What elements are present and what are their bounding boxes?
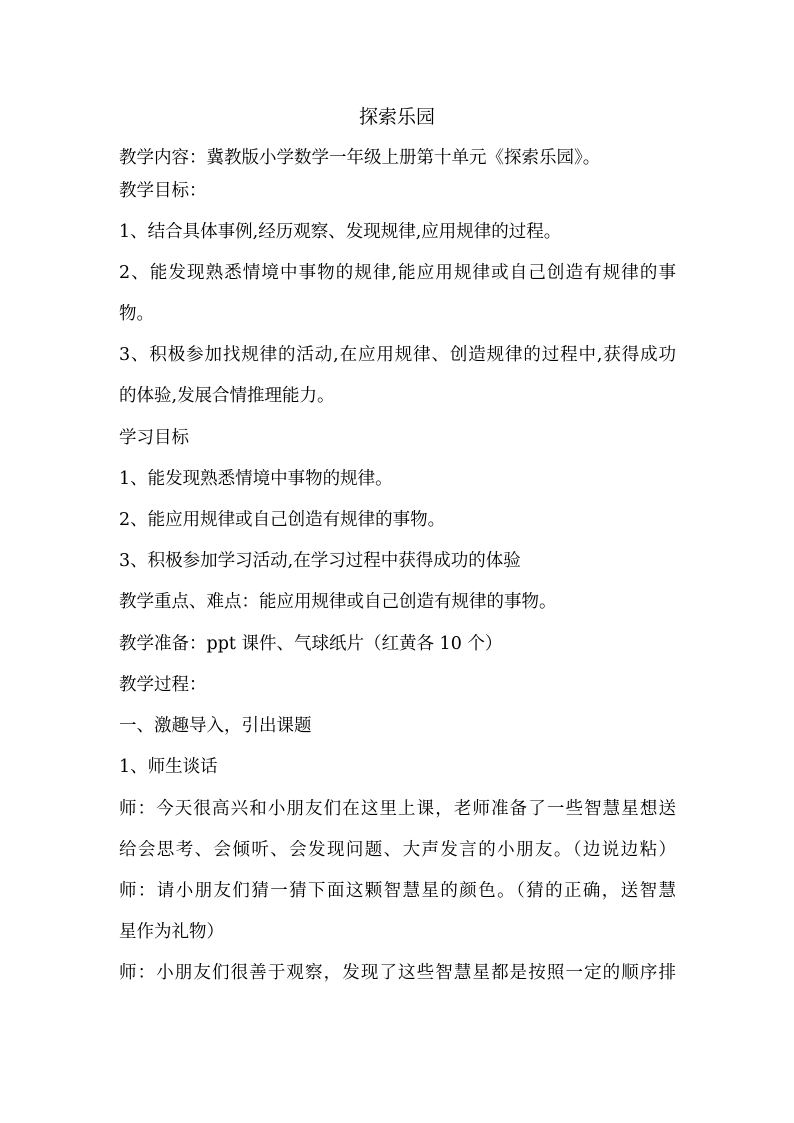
- teaching-goals-heading: 教学目标：: [119, 181, 207, 201]
- process-heading: 教学过程：: [119, 675, 207, 695]
- goal-2-continuation: 物。: [119, 304, 154, 324]
- key-points-line: 教学重点、难点：能应用规律或自己创造有规律的事物。: [119, 592, 557, 612]
- document-title: 探索乐园: [358, 106, 435, 128]
- goal-2-line: 2、能发现熟悉情境中事物的规律,能应用规律或自己创造有规律的事: [119, 263, 676, 283]
- learning-goals-heading: 学习目标: [119, 428, 189, 448]
- preparation-line: 教学准备：ppt 课件、气球纸片（红黄各 10 个）: [119, 634, 503, 654]
- step-1-heading: 1、师生谈话: [119, 757, 218, 777]
- learning-goal-1-line: 1、能发现熟悉情境中事物的规律。: [119, 469, 393, 489]
- goal-3-line: 3、积极参加找规律的活动,在应用规律、创造规律的过程中,获得成功: [119, 345, 676, 365]
- dialogue-line-4: 星作为礼物）: [119, 922, 224, 942]
- teaching-content-line: 教学内容：冀教版小学数学一年级上册第十单元《探索乐园》。: [119, 148, 601, 168]
- dialogue-line-2: 给会思考、会倾听、会发现问题、大声发言的小朋友。（边说边粘）: [119, 840, 676, 860]
- learning-goal-2-line: 2、能应用规律或自己创造有规律的事物。: [119, 510, 446, 530]
- dialogue-line-1: 师：今天很高兴和小朋友们在这里上课，老师准备了一些智慧星想送: [119, 799, 676, 819]
- dialogue-line-5: 师：小朋友们很善于观察，发现了这些智慧星都是按照一定的顺序排: [119, 963, 676, 983]
- goal-3-continuation: 的体验,发展合情推理能力。: [119, 386, 335, 406]
- learning-goal-3-line: 3、积极参加学习活动,在学习过程中获得成功的体验: [119, 551, 521, 571]
- dialogue-line-3: 师：请小朋友们猜一猜下面这颗智慧星的颜色。（猜的正确，送智慧: [119, 881, 676, 901]
- goal-1-line: 1、结合具体事例,经历观察、发现规律,应用规律的过程。: [119, 222, 562, 242]
- section-1-heading: 一、激趣导入，引出课题: [119, 716, 312, 736]
